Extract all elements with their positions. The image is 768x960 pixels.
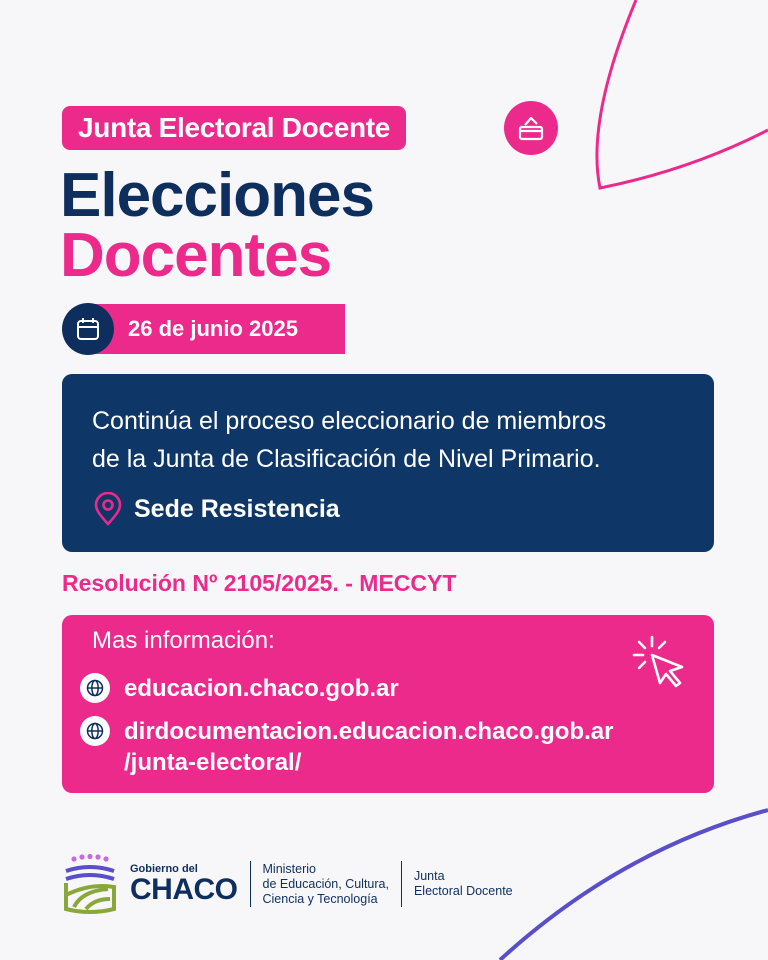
ministry-text bbox=[263, 862, 389, 907]
title-line-1: Elecciones bbox=[60, 161, 374, 230]
chaco-logo-icon bbox=[60, 853, 120, 915]
junta-text bbox=[414, 869, 513, 899]
location-pin-icon bbox=[92, 492, 124, 526]
footer-divider bbox=[401, 861, 402, 907]
header-badge-label: Junta Electoral Docente bbox=[78, 112, 391, 143]
notice-line-2: de la Junta de Clasificación de Nivel Primario. bbox=[92, 445, 601, 473]
info-link-2-text[interactable] bbox=[124, 716, 613, 778]
info-heading: Mas información: bbox=[92, 627, 275, 654]
ministry-line-2: de Educación, Cultura, bbox=[262, 876, 389, 891]
info-link-1-text[interactable]: educacion.chaco.gob.ar bbox=[124, 675, 399, 702]
location bbox=[92, 492, 684, 526]
info-link-2-line-2[interactable]: /junta-electoral/ bbox=[124, 749, 302, 776]
ministry-line-3: Ciencia y Tecnología bbox=[262, 891, 378, 906]
gov-small-text: Gobierno del bbox=[130, 863, 198, 875]
globe-icon bbox=[80, 673, 110, 703]
ballot-box-icon bbox=[504, 101, 558, 155]
resolution-text: Resolución Nº 2105/2025. - MECCYT bbox=[62, 570, 457, 596]
junta-line-1: Junta bbox=[413, 869, 445, 883]
info-link-2[interactable] bbox=[80, 716, 613, 778]
date-label: 26 de junio 2025 bbox=[128, 316, 298, 341]
info-box bbox=[62, 615, 714, 793]
cursor-click-icon bbox=[630, 635, 688, 689]
info-link-2-line-1[interactable]: dirdocumentacion.educacion.chaco.gob.ar bbox=[124, 718, 614, 745]
notice-line-1: Continúa el proceso eleccionario de miembros bbox=[92, 407, 607, 435]
footer bbox=[60, 848, 513, 920]
footer-divider bbox=[250, 861, 251, 907]
gov-big-text: CHACO bbox=[130, 873, 238, 906]
title-line-2: Docentes bbox=[60, 221, 332, 290]
notice-text bbox=[92, 402, 684, 478]
notice-box bbox=[62, 374, 714, 552]
gov-wordmark bbox=[130, 863, 238, 905]
header-badge bbox=[62, 106, 406, 150]
junta-line-2: Electoral Docente bbox=[413, 884, 513, 898]
location-label: Sede Resistencia bbox=[134, 494, 340, 523]
date-bar bbox=[86, 304, 345, 354]
calendar-icon bbox=[62, 303, 114, 355]
ministry-line-1: Ministerio bbox=[262, 861, 316, 876]
info-link-1[interactable] bbox=[80, 673, 399, 704]
globe-icon bbox=[80, 716, 110, 746]
